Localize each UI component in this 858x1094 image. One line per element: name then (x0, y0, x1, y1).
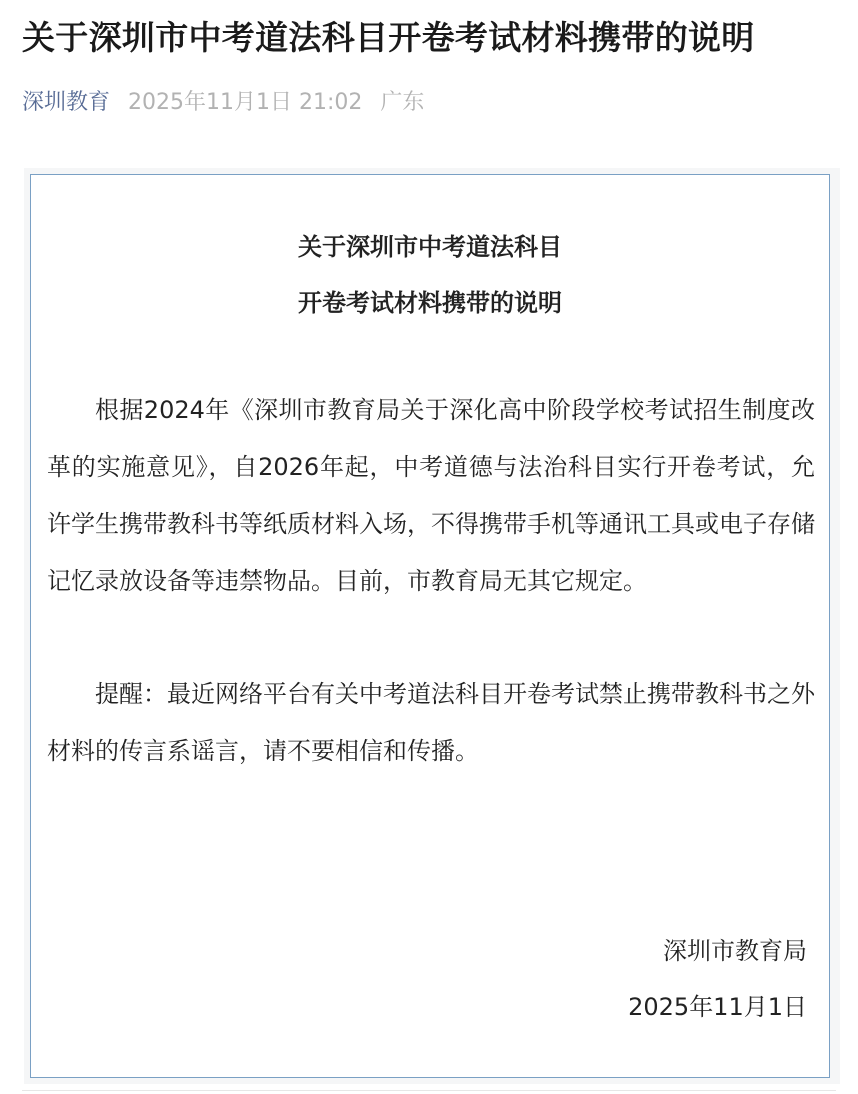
notice-title (31, 219, 829, 331)
notice-title-line-1: 关于深圳市中考道法科目 (298, 233, 562, 261)
notice-paragraph-policy: 根据2024年《深圳市教育局关于深化高中阶段学校考试招生制度改革的实施意见》，自2026年起，中考道德与法治科目实行开卷考试，允许学生携带教科书等纸质材料入场，不得携带手机等通讯工具或电子存储记忆录放设备等违禁物品。目前，市教育局无其它规定。 (47, 396, 815, 595)
notice-title-line-2: 开卷考试材料携带的说明 (298, 289, 562, 317)
article-meta (22, 82, 424, 118)
article-title: 关于深圳市中考道法科目开卷考试材料携带的说明 (22, 18, 755, 57)
publish-location: 广东 (380, 89, 425, 115)
notice-image-frame (24, 168, 840, 1084)
signature-organization: 深圳市教育局 (663, 937, 807, 965)
notice-body (47, 382, 815, 780)
notice-paragraph-reminder: 提醒：最近网络平台有关中考道法科目开卷考试禁止携带教科书之外材料的传言系谣言，请不要相信和传播。 (47, 680, 815, 765)
notice-card[interactable] (30, 174, 830, 1078)
bottom-divider (22, 1090, 836, 1091)
signature-date: 2025年11月1日 (628, 993, 807, 1021)
source-account-link[interactable]: 深圳教育 (22, 89, 111, 115)
publish-date: 2025年11月1日 21:02 (128, 89, 363, 115)
notice-signature (628, 923, 807, 1035)
